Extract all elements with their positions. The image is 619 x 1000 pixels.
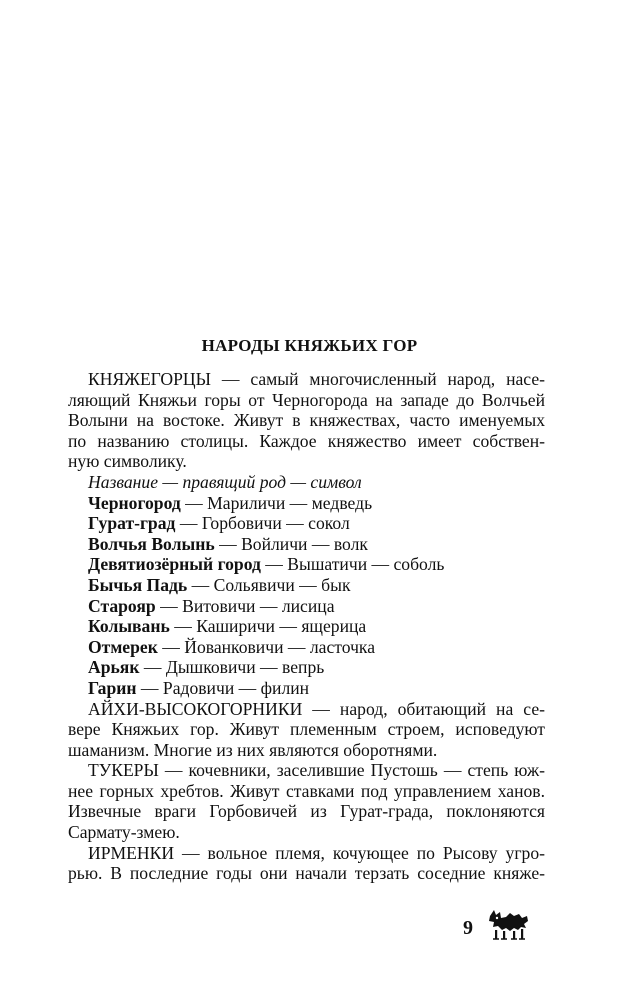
paragraph-line: Волыни на востоке. Живут в княжествах, часто именуемых [68, 410, 545, 431]
chapter-title: НАРОДЫ КНЯЖЬИХ ГОР [201, 336, 418, 355]
list-item [68, 596, 545, 617]
list-item [68, 513, 545, 534]
principality-name: Арьяк [88, 657, 140, 678]
paragraph-line: рью. В последние годы они начали терзать соседние княже- [68, 863, 545, 884]
principality-details: — Горбовичи — сокол [175, 513, 350, 534]
principality-name: Волчья Волынь [88, 533, 215, 554]
principality-details: — Каширичи — ящерица [169, 616, 367, 637]
paragraph-line: шаманизм. Многие из них являются оборотнями. [68, 739, 438, 760]
list-legend: Название — правящий род — символ [88, 471, 362, 492]
list-item [68, 678, 545, 699]
paragraph-line: ную символику. [68, 451, 187, 472]
principality-name: Гурат-град [88, 513, 176, 534]
text-body [68, 369, 545, 884]
list-item [68, 657, 545, 678]
principality-details: — Мариличи — медведь [180, 492, 373, 513]
wolf-ornament-icon [486, 906, 532, 942]
paragraph-line: ТУКЕРЫ — кочевники, заселившие Пустошь — степь юж- [88, 760, 545, 781]
principality-details: — Йованковичи — ласточка [157, 636, 376, 657]
list-item [68, 575, 545, 596]
principality-details: — Вышатичи — соболь [260, 554, 445, 575]
principality-details: — Войличи — волк [214, 533, 368, 554]
principality-details: — Витовичи — лисица [155, 595, 335, 616]
paragraph-line: по названию столицы. Каждое княжество имеет собствен- [68, 430, 545, 451]
paragraph-line: ляющий Княжьи горы от Черногорода на западе до Волчьей [68, 389, 545, 410]
principality-name: Отмерек [88, 636, 158, 657]
page-number: 9 [463, 917, 473, 939]
list-item [68, 554, 545, 575]
paragraph-line: АЙХИ-ВЫСОКОГОРНИКИ — народ, обитающий на се- [88, 698, 545, 719]
paragraph-line: Сармату-змею. [68, 822, 180, 843]
principality-name: Девятиозёрный город [88, 554, 261, 575]
list-item [68, 637, 545, 658]
paragraph-line: Извечные враги Горбовичей из Гурат-града, поклоняются [68, 801, 545, 822]
principality-name: Гарин [88, 677, 137, 698]
list-item [68, 534, 545, 555]
list-item [68, 493, 545, 514]
principality-name: Старояр [88, 595, 156, 616]
principality-name: Бычья Падь [88, 574, 188, 595]
principality-details: — Радовичи — филин [136, 677, 310, 698]
principality-details: — Дышковичи — вепрь [139, 657, 325, 678]
paragraph-line: КНЯЖЕГОРЦЫ — самый многочисленный народ, насе- [88, 369, 545, 389]
list-item [68, 616, 545, 637]
principality-details: — Сольявичи — бык [187, 574, 351, 595]
paragraph-line: вере Княжьих гор. Живут племенным строем, исповедуют [68, 719, 545, 740]
paragraph-line: нее горных хребтов. Живут ставками под управлением ханов. [68, 780, 545, 801]
principality-name: Черногород [88, 492, 181, 513]
paragraph-line: ИРМЕНКИ — вольное племя, кочующее по Рысову угро- [88, 842, 545, 863]
principality-name: Колывань [88, 616, 170, 637]
